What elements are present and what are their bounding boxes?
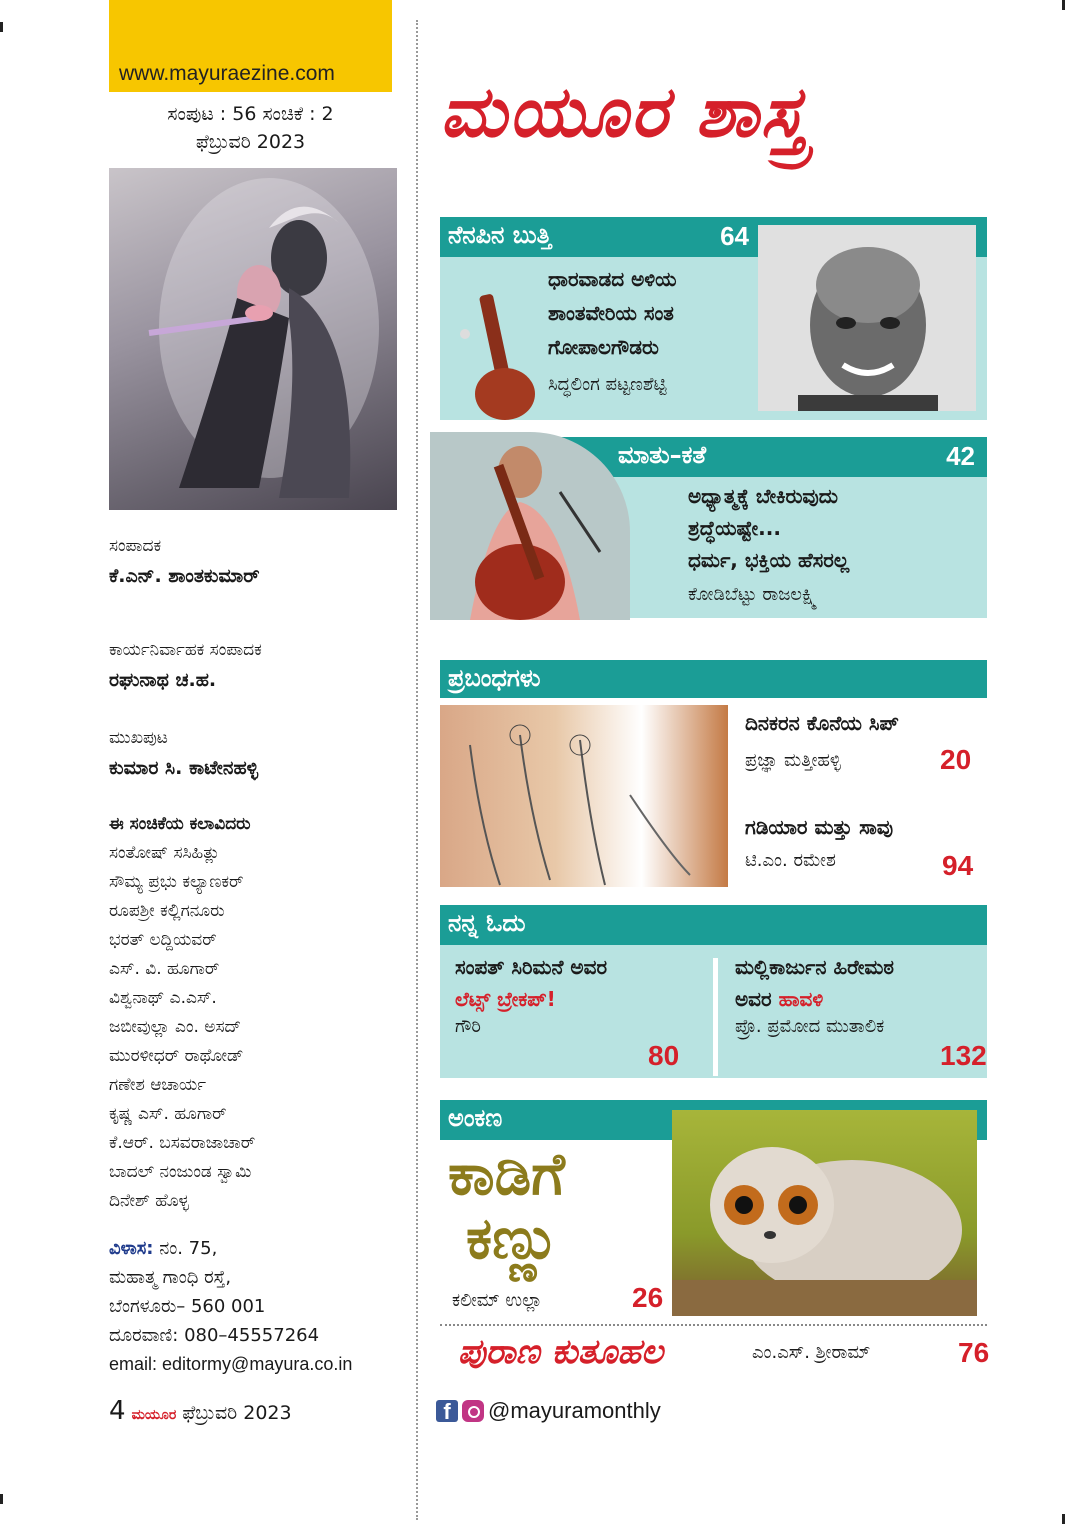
phone-number: ದೂರವಾಣಿ: 080–45557264 — [109, 1325, 320, 1346]
essay-title-2[interactable]: ಗಡಿಯಾರ ಮತ್ತು ಸಾವು — [745, 815, 894, 839]
section-title: ನನ್ನ ಓದು — [448, 909, 526, 937]
review-right-line[interactable]: ಮಲ್ಲಿಕಾರ್ಜುನ ಹಿರೇಮಠ — [735, 955, 894, 979]
cover-painting — [109, 168, 397, 510]
essay-sketch — [440, 705, 728, 887]
puraana-author: ಎಂ.ಎಸ್. ಶ್ರೀರಾಮ್ — [752, 1342, 871, 1363]
review-right-book[interactable]: ಹಾವಳಿ — [778, 987, 824, 1011]
editor-name: ಕೆ.ಎನ್. ಶಾಂತಕುಮಾರ್ — [109, 565, 260, 587]
article-author: ಕೋಡಿಬೆಟ್ಟು ರಾಜಲಕ್ಷ್ಮಿ — [688, 584, 818, 605]
artist-name: ಎಸ್. ವಿ. ಹೂಗಾರ್ — [109, 959, 220, 979]
column-page[interactable]: 26 — [632, 1282, 664, 1313]
exec-editor-name: ರಘುನಾಥ ಚ.ಹ. — [109, 669, 217, 691]
address-label: ವಿಳಾಸ: — [109, 1238, 154, 1259]
review-right-page[interactable]: 132 — [940, 1040, 987, 1071]
email-address[interactable]: editormy@mayura.co.in — [162, 1354, 353, 1374]
dotted-separator — [440, 1324, 987, 1326]
issue-info — [109, 100, 392, 156]
artist-name: ಬಾದಲ್ ನಂಜುಂಡ ಸ್ವಾಮಿ — [109, 1162, 252, 1182]
title-line: ಶ್ರದ್ಧೆಯಷ್ಟೇ... — [688, 516, 781, 540]
address-line: ಬೆಂಗಳೂರು– 560 001 — [109, 1296, 266, 1317]
feature-line: ಕಾಡಿಗೆ — [448, 1140, 565, 1208]
column-author: ಕಲೀಮ್ ಉಲ್ಲಾ — [452, 1290, 543, 1311]
issue-volume: ಸಂಪುಟ : 56 ಸಂಚಿಕೆ : 2 — [167, 103, 334, 125]
crop-mark — [0, 1494, 3, 1504]
artists-label: ಈ ಸಂಚಿಕೆಯ ಕಲಾವಿದರು — [109, 814, 251, 834]
essay-title-1[interactable]: ದಿನಕರನ ಕೊನೆಯ ಸಿಪ್ — [745, 711, 899, 735]
website-url[interactable]: www.mayuraezine.com — [119, 62, 335, 85]
facebook-icon[interactable]: f — [436, 1400, 458, 1422]
exec-editor-label: ಕಾರ್ಯನಿರ್ವಾಹಕ ಸಂಪಾದಕ — [109, 640, 262, 660]
address-line: ನಂ. 75, — [159, 1238, 218, 1259]
loris-photo — [672, 1110, 977, 1316]
cover-label: ಮುಖಪುಟ — [109, 728, 168, 748]
review-right-prefix: ಅವರ — [735, 987, 772, 1011]
column-divider — [416, 20, 418, 1520]
review-left-line[interactable]: ಸಂಪತ್ ಸಿರಿಮನೆ ಅವರ — [455, 955, 608, 979]
puraana-page[interactable]: 76 — [958, 1337, 990, 1368]
artist-name: ವಿಶ್ವನಾಥ್ ಎ.ಎಸ್. — [109, 988, 217, 1008]
singer-art — [430, 432, 630, 620]
section-title: ಮಾತು–ಕತೆ — [618, 441, 707, 469]
crop-mark — [1062, 0, 1065, 10]
artists-list — [109, 839, 255, 1216]
artist-name: ಕೆ.ಆರ್. ಬಸವರಾಜಾಚಾರ್ — [109, 1133, 256, 1153]
artist-name: ರೂಪಶ್ರೀ ಕಲ್ಲಿಗನೂರು — [109, 901, 225, 921]
singer-photo — [430, 432, 630, 620]
footer-brand: ಮಯೂರ — [131, 1407, 177, 1423]
title-line: ಧರ್ಮ, ಭಕ್ತಿಯ ಹೆಸರಲ್ಲ — [688, 548, 850, 572]
artist-name: ಜಬೀವುಲ್ಲಾ ಎಂ. ಅಸದ್ — [109, 1017, 242, 1037]
cover-artist-name: ಕುಮಾರ ಸಿ. ಕಾಟೇನಹಳ್ಳಿ — [109, 757, 259, 779]
crop-mark — [1062, 1514, 1065, 1524]
article-title-nenapina[interactable] — [548, 262, 677, 364]
essay-page-1[interactable]: 20 — [940, 744, 972, 775]
address-block — [109, 1234, 352, 1379]
review-right-author: ಪ್ರೊ. ಪ್ರಮೋದ ಮುತಾಲಿಕ — [735, 1016, 885, 1037]
artist-name: ಗಣೇಶ ಆಚಾರ್ಯ — [109, 1075, 207, 1095]
review-left-author: ಗೌರಿ — [455, 1016, 481, 1037]
section-title: ಪ್ರಬಂಧಗಳು — [448, 664, 541, 692]
instagram-icon[interactable] — [462, 1400, 484, 1422]
column-feature-logo — [448, 1142, 565, 1270]
section-header-prabandha — [440, 660, 987, 698]
artist-name: ಸಂತೋಷ್ ಸಸಿಹಿತ್ಲು — [109, 843, 220, 863]
article-title-maatu[interactable] — [688, 480, 849, 576]
artist-name: ಭರತ್ ಲದ್ದಿಯವರ್ — [109, 930, 217, 950]
page-footer — [109, 1396, 292, 1426]
artist-name: ದಿನೇಶ್ ಹೊಳ್ಳ — [109, 1191, 189, 1211]
portrait-photo — [758, 225, 976, 411]
artist-name: ಸೌಮ್ಯ ಪ್ರಭು ಕಲ್ಯಾಣಕರ್ — [109, 872, 244, 892]
essay-author-2: ಟಿ.ಎಂ. ರಮೇಶ — [745, 850, 836, 871]
page-number: 4 — [109, 1396, 126, 1426]
title-line: ಶಾಂತವೇರಿಯ ಸಂತ — [548, 301, 674, 325]
review-left-book[interactable]: ಲೆಟ್ಸ್ ಬ್ರೇಕಪ್! — [455, 987, 556, 1011]
section-page-number[interactable]: 42 — [946, 441, 975, 471]
essay-page-2[interactable]: 94 — [942, 850, 974, 881]
crop-mark — [0, 22, 3, 32]
issue-date: ಫೆಬ್ರುವರಿ 2023 — [195, 131, 306, 153]
website-banner[interactable] — [109, 0, 392, 92]
article-author: ಸಿದ್ಧಲಿಂಗ ಪಟ್ಟಣಶೆಟ್ಟಿ — [548, 374, 667, 395]
essay-author-1: ಪ್ರಜ್ಞಾ ಮತ್ತೀಹಳ್ಳಿ — [745, 750, 841, 771]
email-label: email: — [109, 1354, 158, 1374]
address-line: ಮಹಾತ್ಮ ಗಾಂಧಿ ರಸ್ತೆ, — [109, 1267, 232, 1288]
social-handle[interactable]: @mayuramonthly — [488, 1398, 661, 1423]
review-left-page[interactable]: 80 — [648, 1040, 680, 1071]
title-line: ಗೋಪಾಲಗೌಡರು — [548, 335, 659, 359]
section-title: ಅಂಕಣ — [448, 1104, 503, 1132]
puraana-title[interactable]: ಪುರಾಣ ಕುತೂಹಲ — [458, 1332, 664, 1372]
masthead-logo: ಮಯೂರ ಶಾಸ್ತ್ರ — [440, 70, 808, 153]
essay-illustration — [440, 705, 728, 887]
title-line: ಧಾರವಾಡದ ಅಳಿಯ — [548, 267, 677, 291]
odu-divider — [713, 958, 718, 1076]
social-handle-row — [436, 1398, 661, 1424]
section-title: ನೆನಪಿನ ಬುತ್ತಿ — [448, 221, 552, 249]
feature-line: ಕಣ್ಣು — [466, 1204, 560, 1272]
artist-name: ಕೃಷ್ಣ ಎಸ್. ಹೂಗಾರ್ — [109, 1104, 227, 1124]
tanpura-illustration — [445, 294, 535, 422]
editor-label: ಸಂಪಾದಕ — [109, 536, 162, 556]
cover-painting-art — [109, 168, 397, 510]
portrait-art — [758, 225, 976, 411]
section-page-number[interactable]: 64 — [720, 221, 749, 251]
title-line: ಅಧ್ಯಾತ್ಮಕ್ಕೆ ಬೇಕಿರುವುದು — [688, 484, 839, 508]
footer-date: ಫೆಬ್ರುವರಿ 2023 — [182, 1402, 292, 1424]
loris-art — [672, 1110, 977, 1316]
section-header-odu — [440, 905, 987, 945]
artist-name: ಮುರಳೀಧರ್ ರಾಥೋಡ್ — [109, 1046, 244, 1066]
